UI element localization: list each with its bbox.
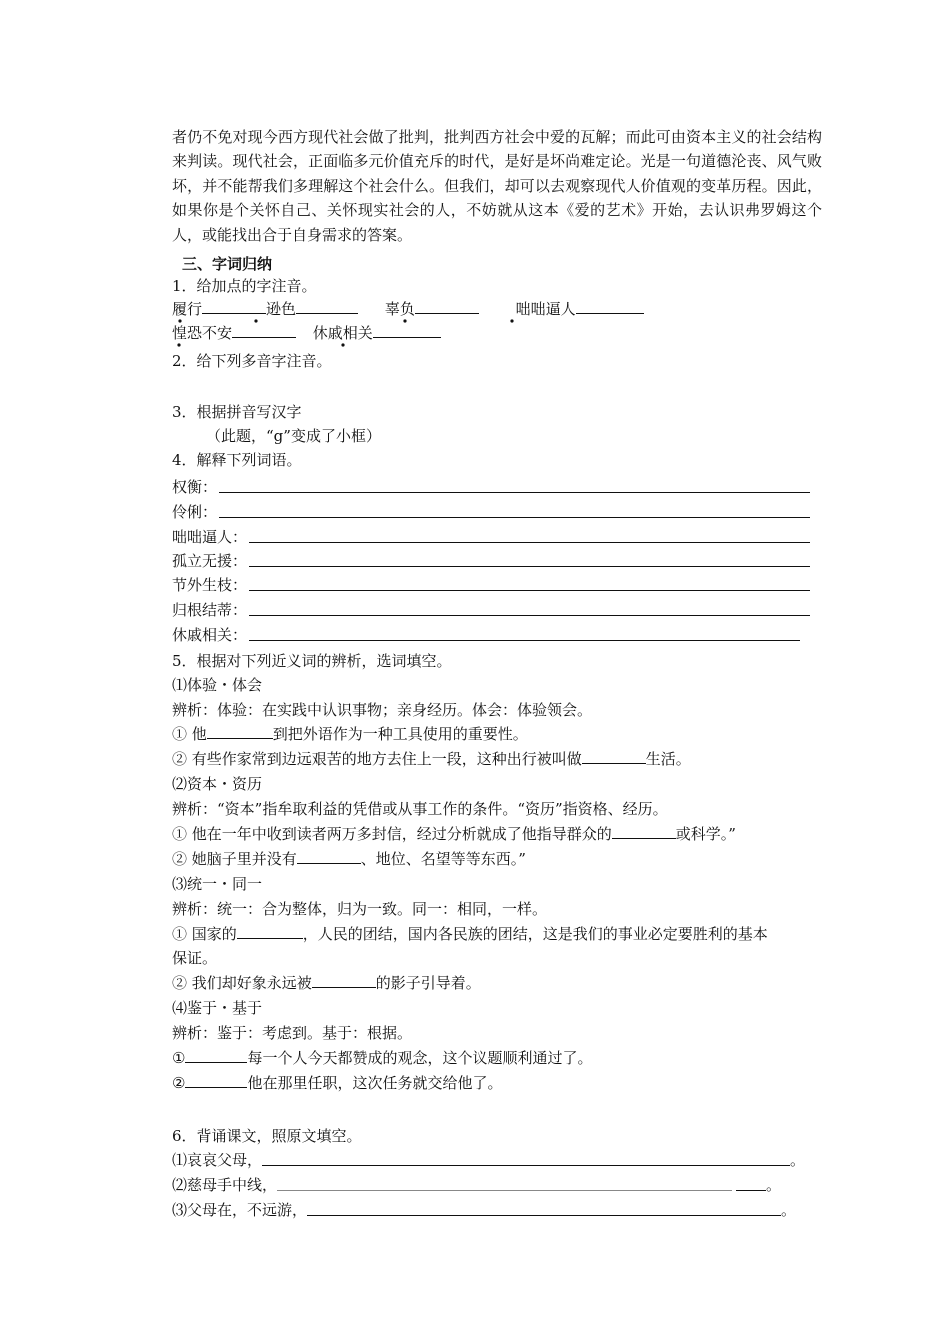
q4-term: 伶俐： — [172, 503, 218, 521]
q4-title: 4．解释下列词语。 — [172, 451, 302, 469]
q5-title: 5．根据对下列近义词的辨析，选词填空。 — [172, 652, 452, 670]
q6-line-2 — [172, 1175, 781, 1195]
answer-line[interactable] — [249, 600, 810, 616]
q4-term-row — [172, 600, 810, 620]
sentence-text: 、地位、名望等等东西。” — [360, 850, 526, 868]
q5-g4-analysis: 辨析：鉴于：考虑到。基于：根据。 — [172, 1024, 413, 1042]
q5-g3-analysis: 辨析：统一：合为整体，归为一致。同一：相同，一样。 — [172, 900, 548, 918]
q4-term: 孤立无援： — [172, 552, 248, 570]
q1-word-2: 逊色 — [266, 300, 297, 318]
q5-g4-sentence-1 — [172, 1048, 592, 1068]
emphasis-dot — [177, 343, 180, 346]
sentence-text: ② 有些作家常到边远艰苦的地方去住上一段，这种出行被叫做 — [172, 750, 582, 768]
sentence-text: 到把外语作为一种工具使用的重要性。 — [272, 725, 528, 743]
answer-line[interactable] — [249, 551, 810, 567]
emphasis-dot — [510, 319, 513, 322]
q4-term: 节外生枝： — [172, 576, 248, 594]
answer-blank[interactable] — [202, 299, 266, 314]
q4-term: 归根结蒂： — [172, 601, 248, 619]
answer-line[interactable] — [277, 1175, 732, 1191]
answer-line[interactable] — [262, 1150, 790, 1166]
sentence-text: 他在那里任职，这次任务就交给他了。 — [247, 1074, 503, 1092]
q5-g1-sentence-1 — [172, 724, 528, 744]
answer-blank[interactable] — [312, 973, 376, 988]
q3-note: （此题，“g”变成了小框） — [206, 427, 381, 445]
q4-term-row — [172, 551, 810, 571]
sentence-text: ，人民的团结，国内各民族的团结，这是我们的事业必定要胜利的基本 — [302, 925, 768, 943]
q5-g3-head: ⑶统一・同一 — [172, 875, 263, 893]
q5-g1-analysis: 辨析：体验：在实践中认识事物；亲身经历。体会：体验领会。 — [172, 701, 593, 719]
answer-line[interactable] — [219, 477, 810, 493]
answer-blank[interactable] — [582, 749, 646, 764]
q5-g3-sentence-1 — [172, 924, 768, 944]
q1-word-5: 惶恐不安 — [172, 324, 233, 342]
answer-blank[interactable] — [415, 299, 479, 314]
answer-line[interactable] — [307, 1200, 781, 1216]
q1-title: 1．给加点的字注音。 — [172, 277, 317, 295]
answer-blank[interactable] — [297, 849, 361, 864]
q5-g1-head: ⑴体验・体会 — [172, 676, 263, 694]
answer-line[interactable] — [249, 625, 800, 641]
answer-blank[interactable] — [296, 299, 358, 314]
answer-line[interactable] — [249, 575, 810, 591]
sentence-text: ② — [172, 1074, 186, 1092]
recite-prompt: ⑶父母在，不远游， — [172, 1201, 308, 1219]
recite-prompt: ⑴哀哀父母， — [172, 1151, 263, 1169]
answer-blank[interactable] — [373, 323, 441, 338]
recite-end: 。 — [781, 1201, 797, 1219]
q5-g4-sentence-2 — [172, 1073, 502, 1093]
q4-term-row — [172, 477, 810, 497]
sentence-text: 的影子引导着。 — [375, 974, 481, 992]
q6-line-1 — [172, 1150, 805, 1170]
q1-row-1 — [172, 299, 644, 319]
emphasis-dot — [341, 343, 344, 346]
recite-end: 。 — [790, 1151, 806, 1169]
q5-g2-sentence-2 — [172, 849, 526, 869]
sentence-text: ② 她脑子里并没有 — [172, 850, 297, 868]
recite-prompt: ⑵慈母手中线， — [172, 1176, 278, 1194]
q5-g4-head: ⑷鉴于・基于 — [172, 999, 263, 1017]
sentence-text: 生活。 — [645, 750, 691, 768]
q5-g2-head: ⑵资本・资历 — [172, 775, 263, 793]
section-title: 三、字词归纳 — [182, 255, 273, 273]
intro-paragraph: 者仍不免对现今西方现代社会做了批判，批判西方社会中爱的瓦解；而此可由资本主义的社会结构来判读。现代社会，正面临多元价值充斥的时代，是好是坏尚难定论。光是一句道德沦丧、风气败坏，并不能帮我们多理解这个社会什么。但我们，却可以去观察现代人价值观的变革历程。因此，如果你是个关怀自己、关怀现实社会的人，不妨就从这本《爱的艺术》开始，去认识弗罗姆这个人，或能找出合于自身需求的答案。 — [172, 128, 822, 244]
sentence-text: ① 他在一年中收到读者两万多封信，经过分析就成了他指导群众的 — [172, 825, 612, 843]
sentence-text: ① — [172, 1049, 186, 1067]
answer-line[interactable] — [736, 1175, 766, 1191]
answer-blank[interactable] — [237, 924, 303, 939]
q4-term: 权衡： — [172, 478, 218, 496]
q5-g3-sentence-1-cont: 保证。 — [172, 949, 218, 967]
q3-title: 3．根据拼音写汉字 — [172, 403, 302, 421]
answer-blank[interactable] — [232, 323, 296, 338]
q1-word-3: 辜负 — [384, 300, 415, 318]
recite-end: 。 — [766, 1176, 782, 1194]
answer-blank[interactable] — [185, 1073, 247, 1088]
q1-word-4: 咄咄逼人 — [515, 300, 576, 318]
sentence-text: ② 我们却好象永远被 — [172, 974, 312, 992]
answer-blank[interactable] — [612, 824, 676, 839]
q5-g2-sentence-1 — [172, 824, 736, 844]
q5-g3-sentence-2 — [172, 973, 481, 993]
sentence-text: 每一个人今天都赞成的观念，这个议题顺利通过了。 — [247, 1049, 593, 1067]
sentence-text: 或科学。” — [675, 825, 736, 843]
answer-blank[interactable] — [185, 1048, 247, 1063]
q6-line-3 — [172, 1200, 796, 1220]
sentence-text: ① 他 — [172, 725, 207, 743]
q1-word-1: 履行 — [172, 300, 203, 318]
q2-title: 2．给下列多音字注音。 — [172, 352, 332, 370]
answer-blank[interactable] — [576, 299, 644, 314]
q1-word-6: 休戚相关 — [312, 324, 373, 342]
q4-term-row — [172, 575, 810, 595]
answer-line[interactable] — [219, 502, 810, 518]
q4-term-row — [172, 625, 800, 645]
q4-term: 咄咄逼人： — [172, 528, 248, 546]
q4-term: 休戚相关： — [172, 626, 248, 644]
q1-row-2 — [172, 323, 441, 343]
q4-term-row — [172, 502, 810, 522]
q4-term-row — [172, 527, 810, 547]
answer-blank[interactable] — [207, 724, 273, 739]
q5-g2-analysis: 辨析：“资本”指牟取利益的凭借或从事工作的条件。“资历”指资格、经历。 — [172, 800, 668, 818]
answer-line[interactable] — [249, 527, 810, 543]
sentence-text: ① 国家的 — [172, 925, 237, 943]
q5-g1-sentence-2 — [172, 749, 691, 769]
q6-title: 6．背诵课文，照原文填空。 — [172, 1127, 362, 1145]
